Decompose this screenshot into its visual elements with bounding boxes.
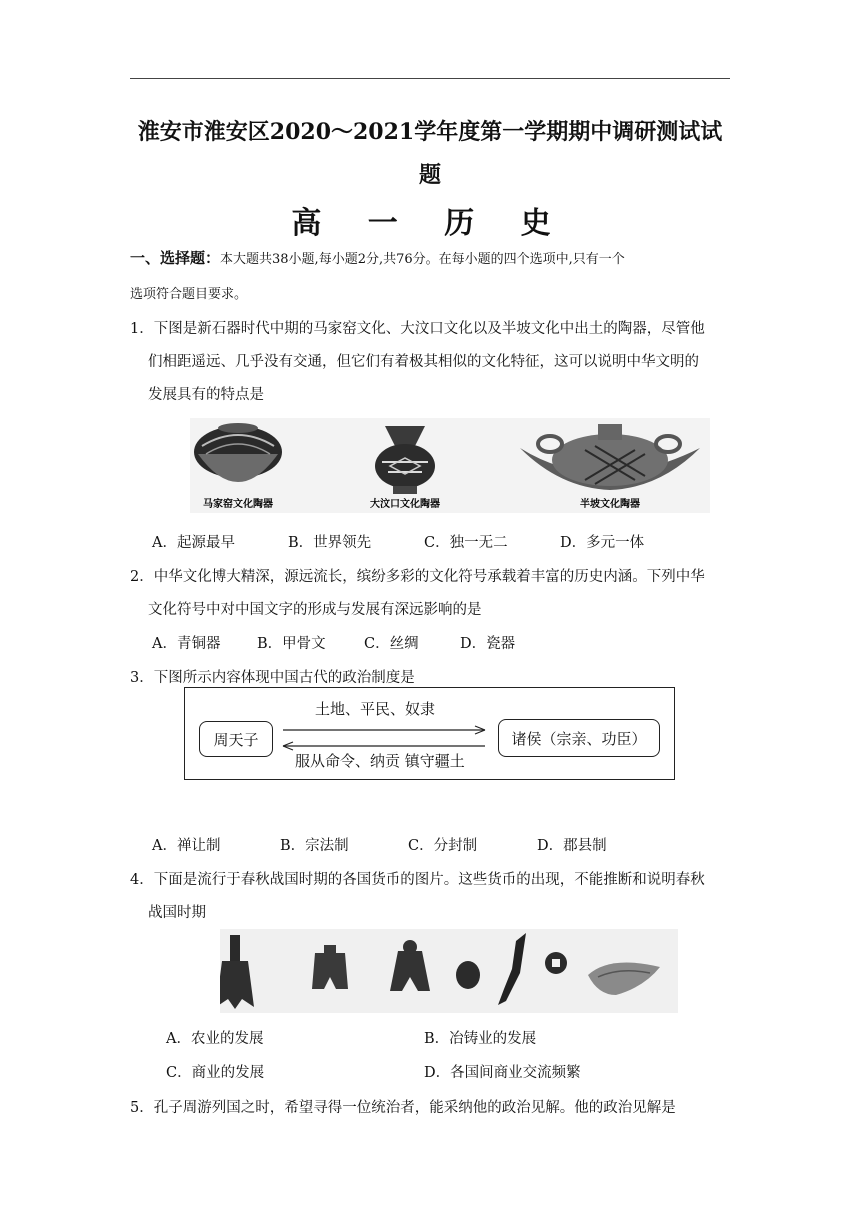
diagram-bottom-label: 服从命令、纳贡 镇守疆土	[295, 752, 465, 770]
q1-caption-majiayao: 马家窑文化陶器	[203, 499, 273, 510]
diagram-top-label: 土地、平民、奴隶	[315, 700, 436, 718]
diagram-box-zhou-king: 周天子	[199, 721, 273, 757]
q1-option-d[interactable]: D．多元一体	[560, 535, 645, 551]
q3-option-c[interactable]: C．分封制	[408, 838, 478, 854]
q4-option-a[interactable]: A．农业的发展	[166, 1031, 264, 1047]
exam-title-line1: 淮安市淮安区2020～2021学年度第一学期期中调研测试试	[137, 119, 723, 145]
q1-option-a[interactable]: A．起源最早	[152, 535, 235, 551]
header-rule	[130, 78, 730, 79]
section-description-cont: 选项符合题目要求。	[130, 287, 248, 302]
q1-caption-dawenkou: 大汶口文化陶器	[370, 499, 440, 510]
q2-option-a[interactable]: A．青铜器	[152, 636, 221, 652]
q2-stem-line1: 2．中华文化博大精深，源远流长，缤纷多彩的文化符号承载着丰富的历史内涵。下列中华	[130, 569, 705, 585]
q3-option-b[interactable]: B．宗法制	[280, 838, 349, 854]
coins-figure	[220, 929, 678, 1013]
diagram-box-vassals: 诸侯（宗亲、功臣）	[498, 719, 660, 757]
q4-stem-line2: 战国时期	[148, 905, 206, 921]
q1-stem-line3: 发展具有的特点是	[148, 387, 264, 403]
section-description: 本大题共38小题,每小题2分,共76分。在每小题的四个选项中,只有一个	[220, 252, 625, 267]
feudal-system-diagram	[184, 687, 675, 780]
subject-title: 高 一 历 史	[291, 206, 569, 241]
q2-option-b[interactable]: B．甲骨文	[257, 636, 326, 652]
q1-option-b[interactable]: B．世界领先	[288, 535, 372, 551]
q4-option-b[interactable]: B．冶铸业的发展	[424, 1031, 537, 1047]
diagram-arrows	[185, 688, 673, 778]
q5-stem-line1: 5．孔子周游列国之时，希望寻得一位统治者，能采纳他的政治见解。他的政治见解是	[130, 1100, 676, 1116]
ant-nose-coin-image	[456, 961, 480, 989]
q2-option-c[interactable]: C．丝绸	[364, 636, 419, 652]
q4-option-d[interactable]: D．各国间商业交流频繁	[424, 1065, 581, 1081]
round-coin-image	[545, 952, 567, 974]
q2-stem-line2: 文化符号中对中国文字的形成与发展有深远影响的是	[148, 602, 482, 618]
q2-option-d[interactable]: D．瓷器	[460, 636, 516, 652]
exam-title-line2: 题	[418, 162, 441, 188]
q1-stem-line1: 1．下图是新石器时代中期的马家窑文化、大汶口文化以及半坡文化中出土的陶器，尽管他	[130, 321, 705, 337]
q3-stem-line1: 3．下图所示内容体现中国古代的政治制度是	[130, 670, 415, 686]
q4-option-c[interactable]: C．商业的发展	[166, 1065, 265, 1081]
q1-caption-banpo: 半坡文化陶器	[580, 499, 640, 510]
section-intro	[130, 247, 625, 268]
q3-option-d[interactable]: D．郡县制	[537, 838, 607, 854]
q4-stem-line1: 4．下面是流行于春秋战国时期的各国货币的图片。这些货币的出现，不能推断和说明春秋	[130, 872, 705, 888]
pottery-figure	[190, 418, 710, 513]
section-heading: 一、选择题：	[130, 249, 221, 267]
q3-option-a[interactable]: A．禅让制	[152, 838, 221, 854]
q1-option-c[interactable]: C．独一无二	[424, 535, 508, 551]
q1-stem-line2: 们相距遥远、几乎没有交通，但它们有着极其相似的文化特征，这可以说明中华文明的	[148, 354, 699, 370]
